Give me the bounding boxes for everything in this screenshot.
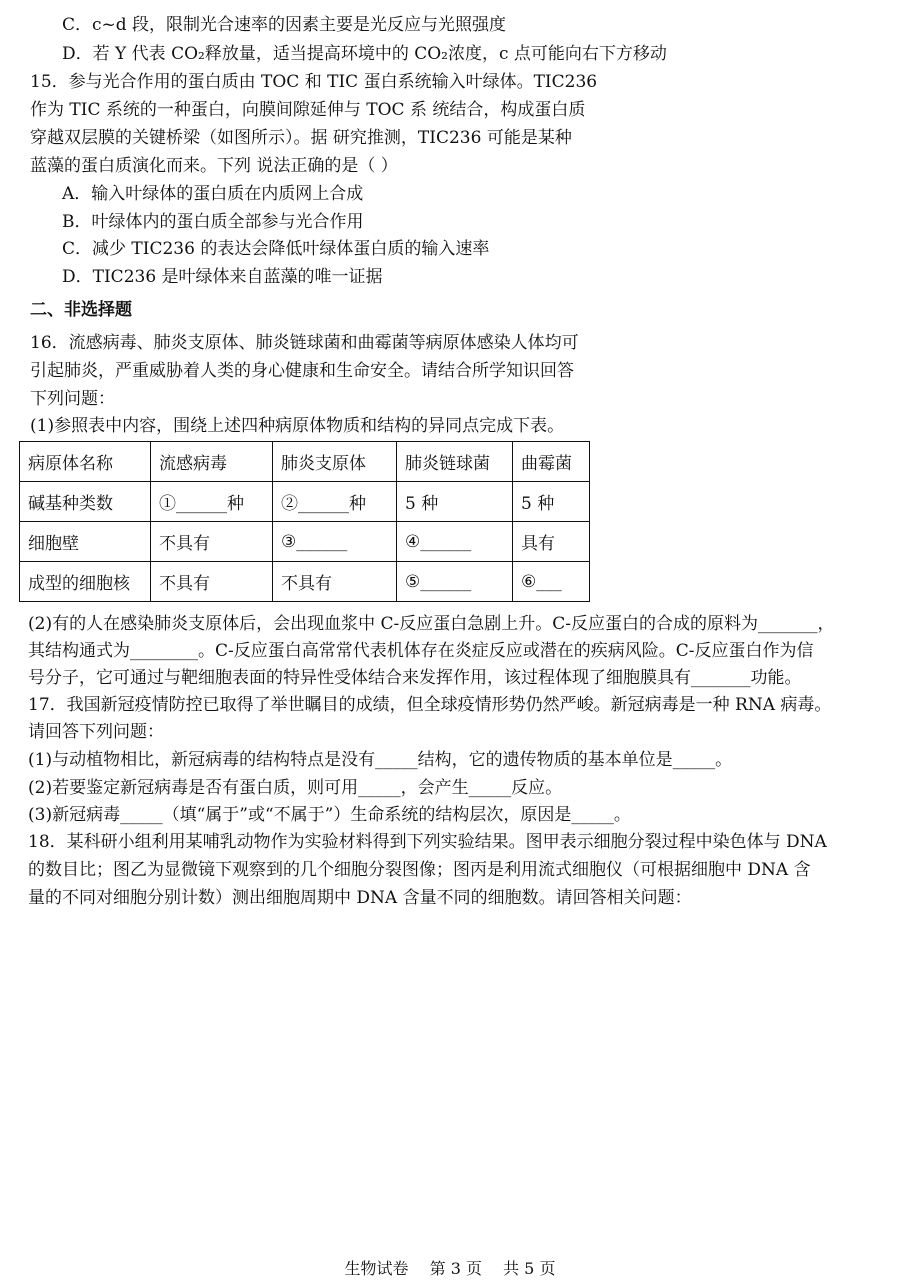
table-header-cell: 病原体名称 — [20, 442, 151, 482]
table-cell: 不具有 — [151, 562, 273, 602]
q15-stem-line-3: 穿越双层膜的关键桥梁（如图所示）。据 研究推测，TIC236 可能是某种 — [30, 128, 572, 148]
table-cell: 5 种 — [397, 482, 513, 522]
table-cell: 不具有 — [151, 522, 273, 562]
q16-part2-line-2: 其结构通式为________。C-反应蛋白高常常代表机体存在炎症反应或潜在的疾病风险。C-反应蛋白作为信 — [28, 641, 814, 661]
table-cell: 具有 — [513, 522, 590, 562]
pathogen-table — [19, 441, 590, 602]
table-cell: ⑥___ — [513, 562, 590, 602]
q17-line-2: 请回答下列问题： — [28, 722, 164, 742]
table-row — [20, 522, 590, 562]
table-header-row — [20, 442, 590, 482]
q15-stem-line-4: 蓝藻的蛋白质演化而来。下列 说法正确的是（ ） — [30, 156, 398, 176]
q16-stem-line-4: (1)参照表中内容，围绕上述四种病原体物质和结构的异同点完成下表。 — [30, 416, 565, 436]
table-cell: ③______ — [273, 522, 397, 562]
table-cell: ④______ — [397, 522, 513, 562]
q16-part2-line-3: 号分子，它可通过与靶细胞表面的特异性受体结合来发挥作用，该过程体现了细胞膜具有_______功能。 — [28, 668, 802, 688]
table-header-cell: 肺炎支原体 — [273, 442, 397, 482]
q16-stem-line-2: 引起肺炎，严重威胁着人类的身心健康和生命安全。请结合所学知识回答 — [30, 361, 574, 381]
table-cell: 成型的细胞核 — [20, 562, 151, 602]
q18-line-3: 量的不同对细胞分别计数）测出细胞周期中 DNA 含量不同的细胞数。请回答相关问题： — [28, 888, 692, 908]
q18-line-2: 的数目比；图乙为显微镜下观察到的几个细胞分裂图像；图丙是利用流式细胞仪（可根据细胞中 DNA 含 — [28, 860, 811, 880]
q14-option-d: D．若 Y 代表 CO₂释放量，适当提高环境中的 CO₂浓度，c 点可能向右下方移动 — [62, 44, 667, 64]
footer-subject: 生物试卷 — [344, 1259, 409, 1278]
table-cell: 5 种 — [513, 482, 590, 522]
q17-line-3: (1)与动植物相比，新冠病毒的结构特点是没有_____结构，它的遗传物质的基本单位是_____。 — [28, 750, 733, 770]
q16-stem-line-1: 16．流感病毒、肺炎支原体、肺炎链球菌和曲霉菌等病原体感染人体均可 — [30, 333, 579, 353]
q15-option-d: D．TIC236 是叶绿体来自蓝藻的唯一证据 — [62, 267, 383, 287]
table-cell: 碱基种类数 — [20, 482, 151, 522]
footer-total-pages: 共 5 页 — [503, 1259, 556, 1278]
table-cell: ①______种 — [151, 482, 273, 522]
q17-line-4: (2)若要鉴定新冠病毒是否有蛋白质，则可用_____，会产生_____反应。 — [28, 778, 563, 798]
q16-stem-line-3: 下列问题： — [30, 389, 115, 409]
q14-option-c: C．c~d 段，限制光合速率的因素主要是光反应与光照强度 — [62, 15, 507, 35]
table-header-cell: 肺炎链球菌 — [397, 442, 513, 482]
footer-page-number: 第 3 页 — [429, 1259, 482, 1278]
page-footer — [0, 1256, 900, 1279]
table-row — [20, 562, 590, 602]
q17-line-5: (3)新冠病毒_____（填“属于”或“不属于”）生命系统的结构层次，原因是_____。 — [28, 805, 631, 825]
q18-line-1: 18．某科研小组利用某哺乳动物作为实验材料得到下列实验结果。图甲表示细胞分裂过程中染色体与 DNA — [28, 832, 827, 852]
q15-option-a: A．输入叶绿体的蛋白质在内质网上合成 — [62, 184, 364, 204]
table-row — [20, 482, 590, 522]
table-cell: 不具有 — [273, 562, 397, 602]
q15-stem-line-1: 15．参与光合作用的蛋白质由 TOC 和 TIC 蛋白系统输入叶绿体。TIC236 — [30, 72, 598, 92]
q17-line-1: 17．我国新冠疫情防控已取得了举世瞩目的成绩，但全球疫情形势仍然严峻。新冠病毒是一种 RNA 病毒。 — [28, 695, 832, 715]
table-cell: ⑤______ — [397, 562, 513, 602]
table-header-cell: 流感病毒 — [151, 442, 273, 482]
q16-part2-line-1: (2)有的人在感染肺炎支原体后，会出现血浆中 C-反应蛋白急剧上升。C-反应蛋白的合成的原料为_______， — [28, 614, 835, 634]
q15-option-b: B．叶绿体内的蛋白质全部参与光合作用 — [62, 212, 364, 232]
table-cell: 细胞壁 — [20, 522, 151, 562]
q15-stem-line-2: 作为 TIC 系统的一种蛋白，向膜间隙延伸与 TOC 系 统结合，构成蛋白质 — [30, 100, 586, 120]
q15-option-c: C．减少 TIC236 的表达会降低叶绿体蛋白质的输入速率 — [62, 239, 490, 259]
table-header-cell: 曲霉菌 — [513, 442, 590, 482]
table-cell: ②______种 — [273, 482, 397, 522]
section-heading: 二、非选择题 — [30, 300, 132, 320]
